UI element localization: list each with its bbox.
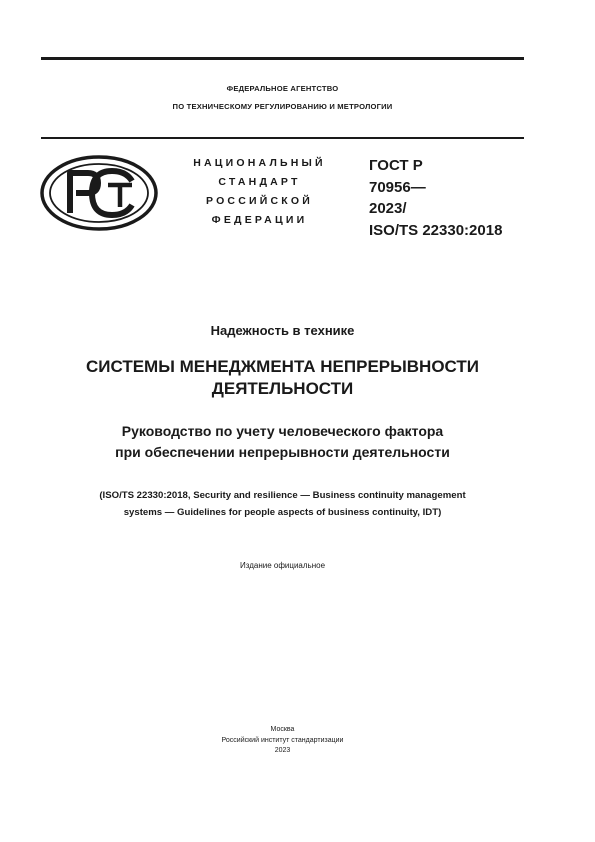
subtitle-line: Руководство по учету человеческого фактора bbox=[121, 423, 444, 439]
standard-type-line: ФЕДЕРАЦИИ bbox=[211, 214, 308, 226]
reference-line: (ISO/TS 22330:2018, Security and resilience — Business continuity management bbox=[99, 490, 466, 501]
imprint-city: Москва bbox=[270, 726, 295, 733]
agency-name-line-2: ПО ТЕХНИЧЕСКОМУ РЕГУЛИРОВАНИЮ И МЕТРОЛОГИИ bbox=[172, 102, 393, 111]
agency-name-line-1: ФЕДЕРАЛЬНОЕ АГЕНТСТВО bbox=[226, 84, 339, 93]
title-line: СИСТЕМЫ МЕНЕДЖМЕНТА НЕПРЕРЫВНОСТИ bbox=[85, 357, 479, 376]
reference-line: systems — Guidelines for people aspects of business continuity, IDT) bbox=[123, 507, 442, 518]
international-reference bbox=[41, 487, 524, 521]
header-rule bbox=[41, 137, 524, 139]
document-subtitle bbox=[41, 421, 524, 463]
standard-type-line: СТАНДАРТ bbox=[218, 176, 301, 188]
standard-type-label bbox=[172, 154, 347, 230]
title-line: ДЕЯТЕЛЬНОСТИ bbox=[211, 379, 354, 398]
designation-line: ГОСТ Р bbox=[369, 157, 423, 174]
standard-type-line: НАЦИОНАЛЬНЫЙ bbox=[193, 157, 326, 169]
series-title: Надежность в технике bbox=[210, 323, 355, 338]
imprint-publisher: Российский институт стандартизации bbox=[221, 736, 344, 744]
document-title bbox=[41, 356, 524, 400]
standard-designation bbox=[369, 155, 502, 241]
gost-r-logo-icon bbox=[40, 155, 158, 231]
imprint-year: 2023 bbox=[274, 747, 291, 754]
top-rule bbox=[41, 57, 524, 60]
designation-line: ISO/TS 22330:2018 bbox=[369, 221, 503, 239]
subtitle-line: при обеспечении непрерывности деятельности bbox=[115, 444, 450, 460]
imprint bbox=[41, 725, 524, 757]
designation-line: 2023/ bbox=[369, 200, 407, 217]
standard-type-line: РОССИЙСКОЙ bbox=[206, 195, 313, 207]
edition-label: Издание официальное bbox=[239, 561, 326, 570]
designation-line: 70956— bbox=[369, 178, 426, 196]
